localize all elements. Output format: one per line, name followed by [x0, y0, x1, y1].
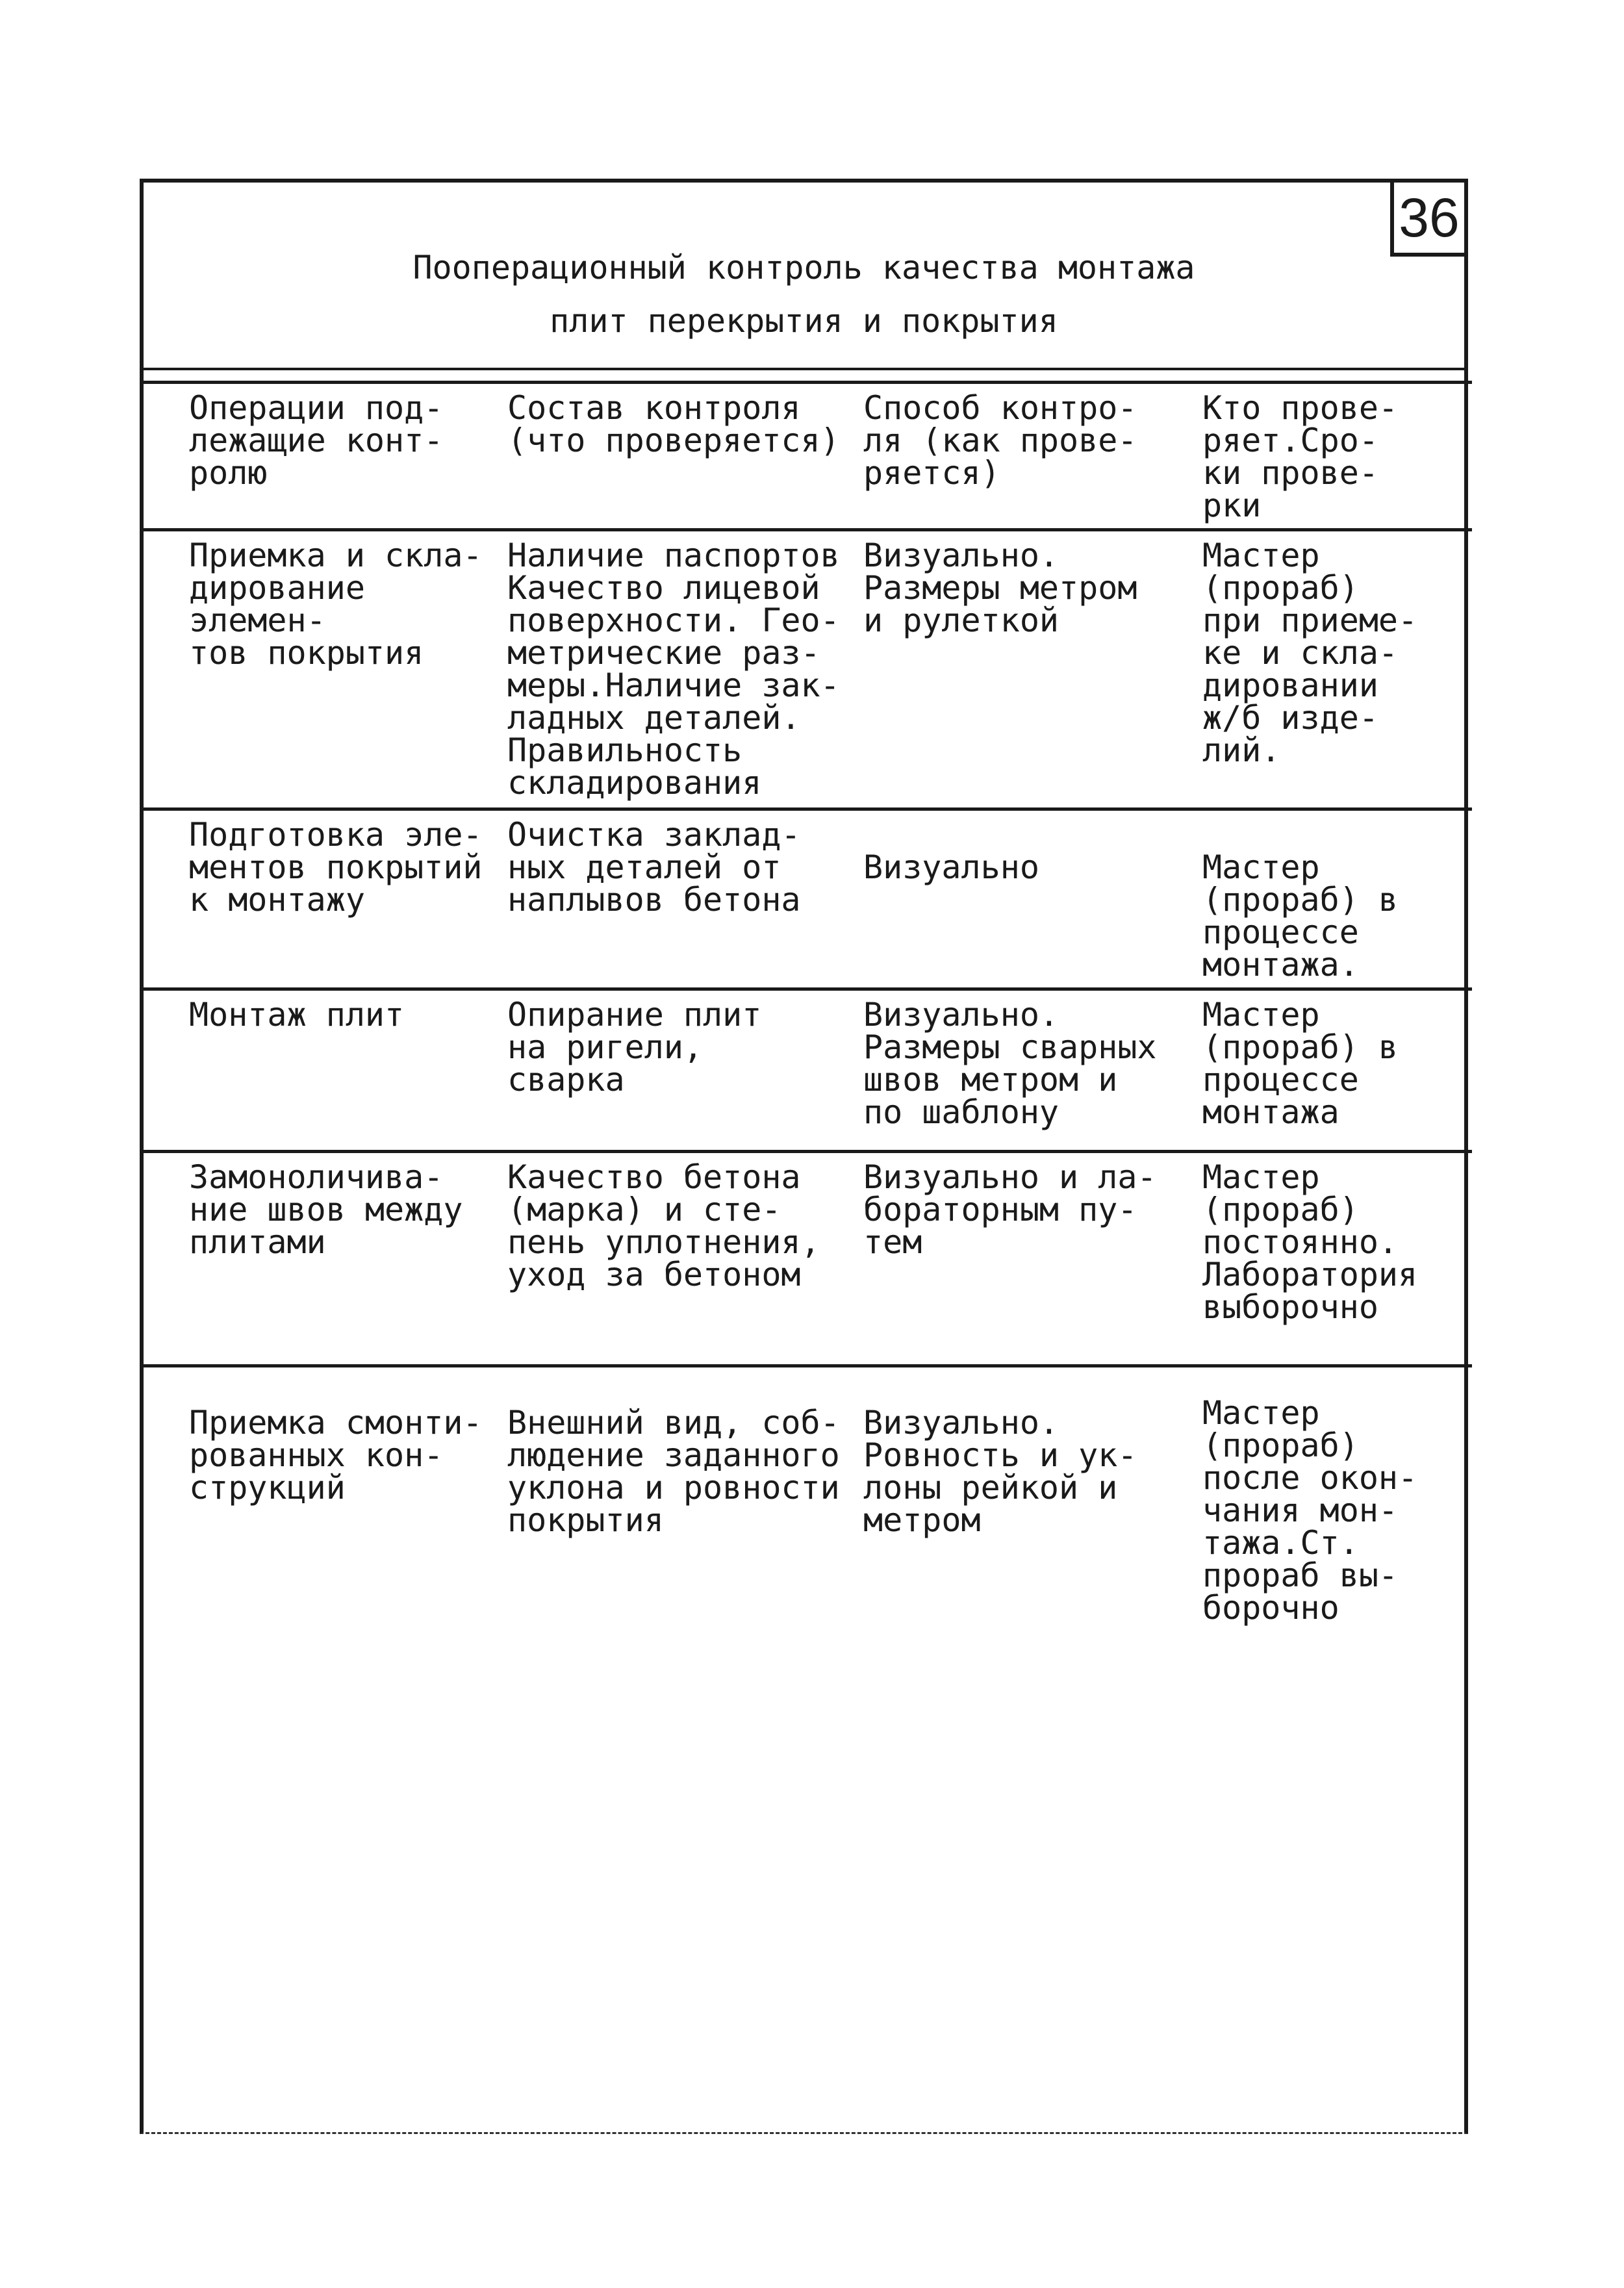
table-row: [144, 530, 1472, 809]
row-composition: Опирание плит на ригели, сварка: [507, 996, 762, 1099]
row-operation: Приемка смонти- рованных кон- струкций: [189, 1404, 483, 1506]
row-composition: Качество бетона (марка) и сте- пень уплотнения, уход за бетоном: [507, 1158, 820, 1293]
row-who: Мастер (прораб) в процессе монтажа: [1202, 996, 1399, 1131]
table-row: [144, 1366, 1472, 1631]
table-row: [144, 1152, 1472, 1366]
row-who: Мастер (прораб) после окон- чания мон- тажа.Ст. прораб вы- борочно: [1202, 1394, 1418, 1627]
row-composition: Внешний вид, соб- людение заданного уклона и ровности покрытия: [507, 1404, 840, 1539]
row-operation: Монтаж плит: [189, 996, 405, 1034]
row-method: Визуально и ла- бораторным пу- тем: [863, 1158, 1157, 1261]
table-header-row: [144, 383, 1472, 530]
row-composition: Очистка заклад- ных деталей от наплывов бетона: [507, 816, 801, 919]
row-method: Визуально. Размеры сварных швов метром и по шаблону: [863, 996, 1157, 1131]
header-composition: Состав контроля (что проверяется): [507, 389, 840, 459]
row-operation: Подготовка эле- ментов покрытий к монтажу: [189, 816, 483, 919]
row-operation: Приемка и скла- дирование элемен- тов покрытия: [189, 537, 483, 672]
row-who: Мастер (прораб) при приеме- ке и скла- дировании ж/б изде- лий.: [1202, 537, 1418, 769]
table-row: [144, 809, 1472, 989]
row-composition: Наличие паспортов Качество лицевой поверхности. Гео- метрические раз- меры.Наличие зак- ладных деталей. Правильность складирования: [507, 537, 840, 802]
quality-control-table: [144, 381, 1472, 1631]
row-method: Визуально. Размеры метром и рулеткой: [863, 537, 1137, 639]
header-method: Способ контро- ля (как прове- ряется): [863, 389, 1137, 492]
header-who: Кто прове- ряет.Сро- ки прове- рки: [1202, 389, 1399, 524]
document-title: Пооперационный контроль качества монтажа плит перекрытия и покрытия: [412, 249, 1195, 340]
row-operation: Замоноличива- ние швов между плитами: [189, 1158, 463, 1261]
row-method: Визуально: [863, 848, 1039, 886]
row-who: Мастер (прораб) постоянно. Лаборатория выборочно: [1202, 1158, 1418, 1326]
header-operations: Операции под- лежащие конт- ролю: [189, 389, 444, 492]
row-who: Мастер (прораб) в процессе монтажа.: [1202, 848, 1399, 984]
title-divider: [144, 368, 1464, 370]
table-row: [144, 989, 1472, 1152]
row-method: Визуально. Ровность и ук- лоны рейкой и метром: [863, 1404, 1137, 1539]
document-sheet: [140, 179, 1468, 2134]
page-number: 36: [1390, 179, 1468, 257]
